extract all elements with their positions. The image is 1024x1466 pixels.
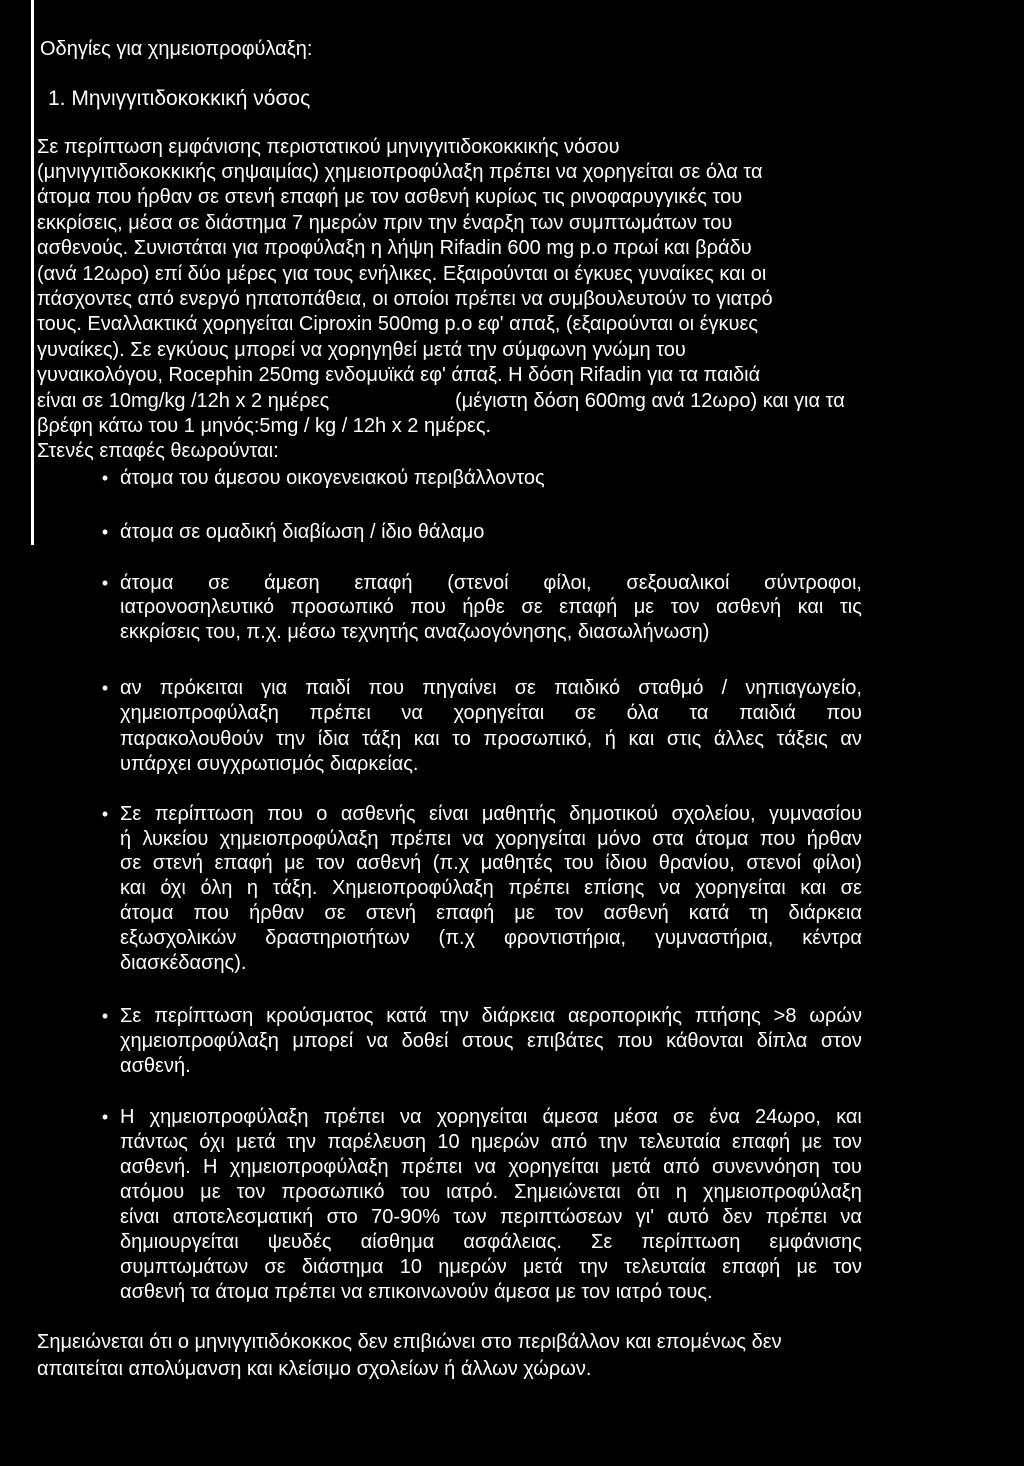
word: πάντως	[120, 1131, 188, 1153]
word: μαθητής	[481, 803, 556, 825]
word: τελευταία	[638, 1131, 721, 1153]
word: εξωσχολικών	[120, 927, 237, 949]
word: δεν	[722, 1206, 753, 1228]
word: φροντιστήρια,	[503, 927, 627, 949]
word: χημειοπροφύλαξη	[120, 702, 279, 724]
word: ασθενή	[356, 852, 422, 874]
word: πρέπει	[765, 1206, 827, 1228]
word: επαφή	[436, 902, 495, 924]
word: στενοί	[746, 852, 802, 874]
word: 24ωρο,	[755, 1106, 821, 1128]
word: του	[832, 1156, 862, 1178]
word: ιατρό.	[446, 1181, 499, 1203]
bullet-line	[120, 851, 862, 876]
word: χημειοπροφύλαξη	[149, 1106, 309, 1128]
word: διάρκεια	[788, 902, 862, 924]
paragraph-line: βρέφη κάτω του 1 μηνός:5mg / kg / 12h x 2 ημέρες.	[37, 415, 492, 437]
word: μετά	[236, 1131, 276, 1153]
word: κατά	[386, 1005, 427, 1027]
word: μέσα	[613, 1106, 658, 1128]
word: χημειοπροφύλαξη	[120, 1030, 279, 1052]
word: την	[276, 728, 306, 750]
word: τις	[839, 596, 862, 618]
word: δραστηριοτήτων	[265, 927, 410, 949]
bullet-icon: •	[101, 678, 109, 698]
word: όλη	[200, 877, 233, 899]
word: ήρθαν	[249, 902, 305, 924]
word: 10	[437, 1131, 460, 1153]
word: προσωπικό	[290, 596, 394, 618]
word: συμπτωμάτων	[120, 1256, 249, 1278]
word: ασθενή	[716, 596, 782, 618]
word: στον	[820, 1030, 862, 1052]
word: ή	[120, 828, 132, 850]
paragraph-line: τους. Εναλλακτικά χορηγείται Ciproxin 500mg p.o εφ' απαξ, (εξαιρούνται οι έγκυες	[37, 313, 759, 335]
bullet-line: εκκρίσεις του, π.χ. μέσω τεχνητής αναζωογόνησης, διασωλήνωση)	[120, 621, 710, 643]
close-contacts-label: Στενές επαφές θεωρούνται:	[37, 440, 279, 462]
word: 70-90%	[371, 1206, 441, 1228]
word: τα	[689, 702, 709, 724]
word: περίπτωση	[154, 803, 254, 825]
paragraph-line: γυναικολόγου, Rocephin 250mg ενδομυϊκά εφ' άπαξ. Η δόση Rifadin για τα παιδιά	[37, 364, 761, 386]
word: πρέπει	[508, 877, 570, 899]
word: να	[462, 828, 484, 850]
word: δοθεί	[401, 1030, 449, 1052]
word: σε	[840, 877, 862, 899]
page-title: Οδηγίες για χημειοπροφύλαξη:	[40, 38, 313, 60]
word: γι'	[635, 1206, 655, 1228]
word: δημοτικού	[569, 803, 659, 825]
word: επαφή	[354, 572, 413, 594]
word: χημειοπροφύλαξη	[229, 1156, 389, 1178]
word: ημερών	[470, 1131, 540, 1153]
bullet-line	[120, 701, 862, 726]
word: κρούσματος	[266, 1005, 374, 1027]
word: επίσης	[584, 877, 645, 899]
word: ημερών	[438, 1256, 507, 1278]
paragraph-line: (μηνιγγιτιδοκοκκικής σηψαιμίας) χημειοπροφύλαξη πρέπει να χορηγείται σε όλα τα	[37, 161, 763, 183]
word: πρέπει	[309, 702, 371, 724]
word: (π.χ	[438, 927, 476, 949]
word: και	[836, 1106, 862, 1128]
word: στις	[666, 728, 702, 750]
word: πρόκειται	[159, 677, 243, 699]
word: με	[284, 852, 305, 874]
word: άτομα	[695, 828, 749, 850]
word: των	[453, 1206, 487, 1228]
bullet-line	[120, 1029, 862, 1054]
bullet-line: άτομα σε ομαδική διαβίωση / ίδιο θάλαμο	[120, 521, 485, 543]
paragraph-line: ασθενούς. Συνιστάται για προφύλαξη η λήψη Rifadin 600 mg p.o πρωί και βράδυ	[37, 237, 752, 259]
word: είναι	[429, 803, 469, 825]
word: νηπιαγωγείο,	[745, 677, 862, 699]
word: κάθονται	[666, 1030, 744, 1052]
word: Η	[202, 1156, 218, 1178]
word: >8	[773, 1005, 797, 1027]
word: να	[401, 702, 423, 724]
word: και	[800, 877, 827, 899]
word: ήρθαν	[806, 828, 862, 850]
word: και	[797, 596, 824, 618]
paragraph-line: πάσχοντες από ενεργό ηπατοπάθεια, οι οποίοι πρέπει να συμβουλευτούν το γιατρό	[37, 288, 773, 310]
bullet-line	[120, 1230, 862, 1255]
word: τον	[315, 852, 345, 874]
word: σε	[514, 677, 536, 699]
word: ίδια	[317, 728, 350, 750]
bullet-line: διασκέδασης).	[120, 952, 247, 974]
word: τον	[554, 902, 584, 924]
bullet-line	[120, 1155, 862, 1180]
word: η	[675, 1181, 687, 1203]
word: χημειοπροφύλαξη	[219, 828, 379, 850]
word: άμεσα	[542, 1106, 599, 1128]
word: με	[801, 1131, 822, 1153]
word: εμφάνισης	[769, 1231, 862, 1253]
word: σχολείου,	[671, 803, 756, 825]
bullet-line	[120, 1004, 862, 1029]
bullet-line	[120, 802, 862, 827]
word: προσωπικό,	[483, 728, 593, 750]
word: τον	[670, 596, 700, 618]
word: ασφάλειας.	[463, 1231, 562, 1253]
word: να	[659, 877, 681, 899]
word: στα	[652, 828, 684, 850]
word: παιδιά	[739, 702, 796, 724]
word: σταθμό	[638, 677, 704, 699]
word: την	[439, 1005, 469, 1027]
word: τον	[833, 1256, 862, 1278]
word: πηγαίνει	[422, 677, 497, 699]
word: διάρκεια	[481, 1005, 556, 1027]
word: την	[287, 1131, 317, 1153]
paragraph-line: άτομα που ήρθαν σε στενή επαφή με τον ασθενή κυρίως τις ρινοφαρυγγικές του	[37, 186, 743, 208]
word: αίσθημα	[360, 1231, 435, 1253]
word: Η	[120, 1106, 135, 1128]
bullet-line	[120, 1130, 862, 1155]
word: από	[663, 1156, 700, 1178]
word: μαθητές	[480, 852, 553, 874]
word: που	[193, 902, 230, 924]
word: παρακολουθούν	[120, 728, 264, 750]
word: ίδιου	[605, 852, 648, 874]
word: σε	[521, 596, 543, 618]
word: πρέπει	[323, 1106, 385, 1128]
word: να	[366, 1030, 389, 1052]
word: με	[633, 596, 655, 618]
paragraph-line: γυναίκες). Σε εγκύους μπορεί να χορηγηθεί μετά την σύμφωνη γνώμη του	[37, 339, 686, 361]
word: ψευδές	[267, 1231, 332, 1253]
word: επαφή	[559, 596, 618, 618]
word: αυτό	[667, 1206, 709, 1228]
word: σεξουαλικοί	[626, 572, 730, 594]
word: παρέλευση	[327, 1131, 427, 1153]
word: ασθενή.	[120, 1156, 191, 1178]
word: μόνο	[597, 828, 641, 850]
word: 10	[399, 1256, 422, 1278]
bullet-icon: •	[101, 522, 109, 542]
paragraph-line: Σε περίπτωση εμφάνισης περιστατικού μηνιγγιτιδοκοκκικής νόσου	[37, 136, 620, 158]
word: αν	[840, 728, 862, 750]
word: σε	[574, 702, 597, 724]
word: παιδικό	[554, 677, 621, 699]
word: του	[400, 1181, 431, 1203]
word: επιβάτες	[526, 1030, 604, 1052]
word: τον	[236, 1181, 266, 1203]
paragraph-line: (μέγιστη δόση 600mg ανά 12ωρο) και για τα	[455, 390, 845, 412]
bullet-line: άτομα του άμεσου οικογενειακού περιβάλλοντος	[120, 467, 545, 489]
word: να	[474, 1156, 497, 1178]
word: ατόμου	[120, 1181, 185, 1203]
word: παιδί	[305, 677, 351, 699]
bullet-icon: •	[101, 804, 109, 824]
word: ασθενή	[603, 902, 669, 924]
word: που	[617, 1030, 653, 1052]
word: με	[200, 1181, 221, 1203]
word: χορηγείται	[495, 828, 586, 850]
bullet-line	[120, 926, 862, 951]
word: ο	[316, 803, 328, 825]
word: ωρών	[809, 1005, 862, 1027]
bullet-line	[120, 876, 862, 901]
bullet-icon: •	[101, 1107, 109, 1127]
word: όχι	[160, 877, 186, 899]
word: γυμναστήρια,	[654, 927, 774, 949]
word: που	[410, 596, 446, 618]
word: ότι	[636, 1181, 660, 1203]
word: ασθενής	[340, 803, 416, 825]
word: στενή	[152, 852, 204, 874]
word: επαφή	[732, 1131, 791, 1153]
bullet-line	[120, 571, 862, 596]
word: θρανίου,	[658, 852, 735, 874]
bullet-icon: •	[101, 468, 109, 488]
word: πρέπει	[400, 1156, 463, 1178]
word: στενή	[365, 902, 417, 924]
word: σε	[673, 1106, 695, 1128]
word: άμεση	[264, 572, 320, 594]
word: συνεννόηση	[711, 1156, 820, 1178]
word: δημιουργείται	[120, 1231, 239, 1253]
word: να	[840, 1206, 862, 1228]
word: δίπλα	[756, 1030, 808, 1052]
word: τάξη.	[272, 877, 318, 899]
word: μπορεί	[292, 1030, 354, 1052]
word: στους	[461, 1030, 514, 1052]
word: (στενοί	[447, 572, 509, 594]
word: είναι	[120, 1206, 160, 1228]
word: Σημειώνεται	[514, 1181, 621, 1203]
word: την	[598, 1131, 628, 1153]
bullet-line: ασθενή τα άτομα πρέπει να επικοινωνούν άμεσα με τον ιατρό τους.	[120, 1281, 713, 1303]
word: προσωπικό	[281, 1181, 385, 1203]
paragraph-line: εκκρίσεις, μέσα σε διάστημα 7 ημερών πριν την έναρξη των συμπτωμάτων του	[37, 212, 733, 234]
word: και	[413, 728, 440, 750]
word: λυκείου	[142, 828, 209, 850]
word: σύντροφοι,	[764, 572, 862, 594]
bullet-line: ασθενή.	[120, 1055, 191, 1077]
bullet-line	[120, 1105, 862, 1130]
word: Σε	[120, 803, 142, 825]
word: πρέπει	[389, 828, 452, 850]
word: διάστημα	[301, 1256, 384, 1278]
word: από	[550, 1131, 588, 1153]
bullet-line: υπάρχει συγχρωτισμός διαρκείας.	[120, 753, 419, 775]
word: όλα	[626, 702, 659, 724]
word: φίλοι,	[543, 572, 592, 594]
word: τον	[833, 1131, 862, 1153]
word: τάξεις	[776, 728, 828, 750]
word: χορηγείται	[508, 1156, 599, 1178]
paragraph-line: απαιτείται απολύμανση και κλείσιμο σχολείων ή άλλων χώρων.	[37, 1358, 592, 1380]
word: (π.χ	[432, 852, 470, 874]
word: και	[628, 728, 655, 750]
paragraph-line: είναι σε 10mg/kg /12h x 2 ημέρες	[37, 390, 330, 412]
word: το	[452, 728, 471, 750]
word: ήρθε	[462, 596, 505, 618]
word: για	[261, 677, 288, 699]
word: ένα	[709, 1106, 740, 1128]
word: η	[246, 877, 259, 899]
word: πτήσης	[694, 1005, 761, 1027]
bullet-icon: •	[101, 573, 109, 593]
word: τάξη	[361, 728, 402, 750]
bullet-icon: •	[101, 1006, 109, 1026]
word: χημειοπροφύλαξη	[702, 1181, 862, 1203]
paragraph-line: (ανά 12ωρο) επί δύο μέρες για τους ενήλικες. Εξαιρούνται οι έγκυες γυναίκες και οι	[37, 263, 767, 285]
bullet-line	[120, 595, 862, 620]
word: χορηγείται	[453, 702, 545, 724]
bullet-line	[120, 901, 862, 926]
word: αποτελεσματική	[172, 1206, 314, 1228]
word: και	[120, 877, 146, 899]
word: φίλοι)	[812, 852, 862, 874]
word: μετά	[611, 1156, 651, 1178]
word: χορηγείται	[436, 1106, 528, 1128]
word: μετά	[523, 1256, 563, 1278]
word: σε	[324, 902, 346, 924]
word: περιπτώσεων	[499, 1206, 623, 1228]
word: με	[796, 1256, 817, 1278]
word: Σε	[590, 1231, 613, 1253]
word: τελευταία	[624, 1256, 706, 1278]
word: στο	[326, 1206, 358, 1228]
bullet-line	[120, 1180, 862, 1205]
bullet-line	[120, 1255, 862, 1280]
word: περίπτωση	[641, 1231, 741, 1253]
word: /	[721, 677, 728, 699]
bullet-line	[120, 727, 862, 752]
word: άλλες	[713, 728, 764, 750]
left-margin-rule	[31, 0, 34, 545]
word: να	[400, 1106, 422, 1128]
word: όχι	[199, 1131, 225, 1153]
word: άτομα	[120, 902, 174, 924]
word: γυμνασίου	[769, 803, 862, 825]
bullet-line	[120, 1205, 862, 1230]
word: επαφή	[722, 1256, 781, 1278]
word: χορηγείται	[695, 877, 786, 899]
word: σε	[208, 572, 230, 594]
word: περίπτωση	[154, 1005, 254, 1027]
word: ή	[604, 728, 616, 750]
paragraph-line: Σημειώνεται ότι ο μηνιγγιτιδόκοκκος δεν επιβιώνει στο περιβάλλον και επομένως δεν	[37, 1331, 782, 1353]
word: Σε	[120, 1005, 142, 1027]
word: που	[826, 702, 862, 724]
word: Χημειοπροφύλαξη	[332, 877, 494, 899]
word: κέντρα	[802, 927, 862, 949]
word: που	[759, 828, 796, 850]
word: την	[578, 1256, 608, 1278]
word: άτομα	[120, 572, 174, 594]
word: σε	[264, 1256, 286, 1278]
word: αεροπορικής	[567, 1005, 682, 1027]
bullet-line	[120, 676, 862, 701]
word: σε	[120, 852, 142, 874]
word: που	[267, 803, 303, 825]
word: του	[564, 852, 594, 874]
word: αν	[120, 677, 142, 699]
word: τη	[749, 902, 769, 924]
word: με	[514, 902, 535, 924]
word: κατά	[688, 902, 730, 924]
word: επαφή	[214, 852, 273, 874]
word: που	[368, 677, 405, 699]
section-heading: 1. Μηνιγγιτιδοκοκκική νόσος	[48, 87, 311, 110]
bullet-line	[120, 827, 862, 852]
word: ιατρονοσηλευτικό	[120, 596, 275, 618]
